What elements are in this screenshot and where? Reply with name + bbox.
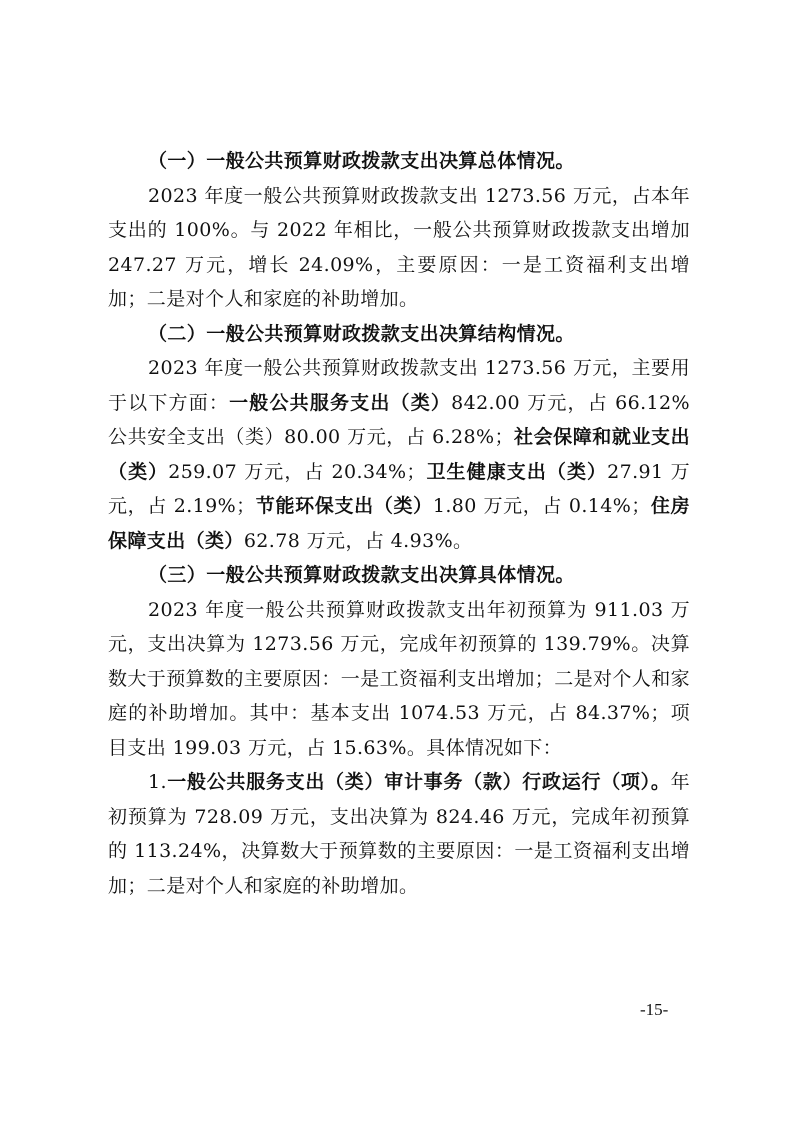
expense-category-1: 公共安全支出（类）: [108, 426, 285, 448]
section-2-intro: 2023 年度一般公共预算财政拨款支出 1273.56 万元，主要用于以下方面：: [108, 357, 690, 414]
expense-sep-2: ；: [406, 460, 426, 483]
document-body: [108, 144, 690, 903]
expense-sep-3: ；: [236, 495, 256, 517]
expense-sep-1: ；: [494, 426, 514, 448]
expense-category-5: 住房保障支出（类）: [108, 495, 690, 552]
section-3-item-1: [108, 765, 690, 903]
expense-category-0: 一般公共服务支出（类）: [229, 391, 452, 414]
item-1-number: 1.: [148, 771, 167, 793]
item-1-title: 一般公共服务支出（类）审计事务（款）行政运行（项）。: [166, 771, 671, 793]
section-1-heading: （一）一般公共预算财政拨款支出决算总体情况。: [148, 150, 575, 172]
section-2-paragraph: [108, 351, 690, 558]
expense-category-2: 社会保障和就业支出（类）: [108, 426, 690, 483]
expense-detail-0: 842.00 万元，占 66.12%: [451, 391, 690, 414]
expense-sep-5: 。: [453, 529, 473, 552]
expense-category-3: 卫生健康支出（类）: [425, 460, 608, 483]
expense-detail-3: 27.91 万元，占 2.19%: [108, 460, 690, 517]
section-2-heading: （二）一般公共预算财政拨款支出决算结构情况。: [148, 322, 575, 345]
expense-sep-4: ；: [631, 495, 651, 517]
expense-detail-1: 80.00 万元，占 6.28%: [284, 426, 495, 448]
expense-detail-2: 259.07 万元，占 20.34%: [168, 460, 407, 483]
expense-category-4: 节能环保支出（类）: [255, 495, 433, 517]
section-3-paragraph: 2023 年度一般公共预算财政拨款支出年初预算为 911.03 万元，支出决算为 1273.56 万元，完成年初预算的 139.79%。决算数大于预算数的主要原因：一是工资福利支出增加；二是对个人和家庭的补助增加。其中：基本支出 1074.53 万元，占 84.37%；项目支出 199.03 万元，占 15.63%。具体情况如下：: [108, 598, 691, 759]
expense-detail-5: 62.78 万元，占 4.93%: [243, 529, 454, 552]
expense-detail-4: 1.80 万元，占 0.14%: [432, 495, 632, 517]
item-1-body: 年初预算为 728.09 万元，支出决算为 824.46 万元，完成年初预算的 113.24%，决算数大于预算数的主要原因：一是工资福利支出增加；二是对个人和家庭的补助增加。: [108, 771, 690, 897]
page-number: -15-: [640, 1000, 669, 1019]
section-1-paragraph: 2023 年度一般公共预算财政拨款支出 1273.56 万元，占本年支出的 100%。与 2022 年相比，一般公共预算财政拨款支出增加 247.27 万元，增长 24.09%，主要原因：一是工资福利支出增加；二是对个人和家庭的补助增加。: [108, 184, 690, 310]
section-3-heading: （三）一般公共预算财政拨款支出决算具体情况。: [148, 564, 575, 586]
